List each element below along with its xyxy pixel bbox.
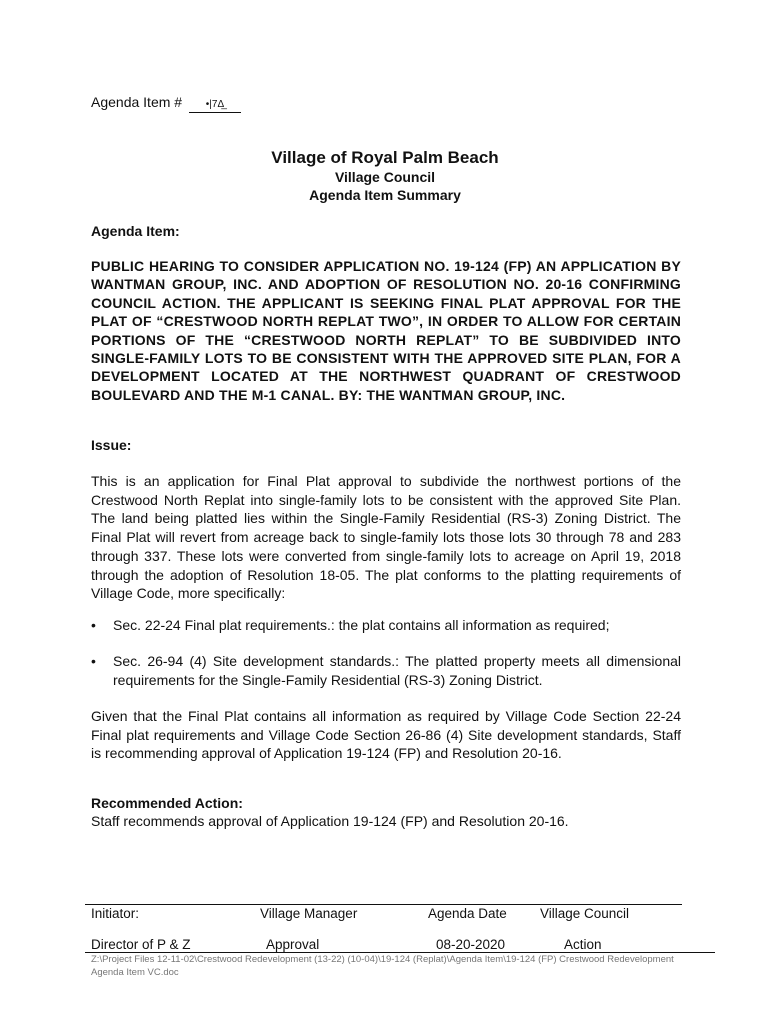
page-subtitle: Village Council <box>334 169 436 185</box>
signature-divider-top <box>85 904 682 905</box>
list-item-text: Sec. 22-24 Final plat requirements.: the plat contains all information as required; <box>113 617 610 633</box>
recommended-action-heading: Recommended Action: <box>91 795 243 811</box>
agenda-item-label: Agenda Item # <box>91 94 183 110</box>
issue-paragraph: This is an application for Final Plat approval to subdivide the northwest portions of the Crestwood North Replat into single-family lots to be consistent with the approved Site Plan. The land being platted lies within the Single-Family Residential (RS-3) Zoning District. The Final Plat will revert from acreage back to single-family lots those lots 30 through 78 and 283 through 337. These lots were converted from single-family lots to acreage on April 19, 2018 through the adoption of Resolution 18-05. The plat conforms to the platting requirements of Village Code, more specifically: <box>91 473 681 602</box>
page-title: Village of Royal Palm Beach <box>271 148 499 167</box>
initiator-label: Initiator: <box>91 906 140 921</box>
agenda-item-heading: Agenda Item: <box>91 223 180 239</box>
agenda-item-value: •|7Δ̲ <box>189 98 241 113</box>
page-subtitle-2: Agenda Item Summary <box>309 187 461 203</box>
given-paragraph: Given that the Final Plat contains all information as required by Village Code Section 22-24 Final plat requirements and Village Code Section 26-86 (4) Site development standards, Staff is recommending approval of Application 19-124 (FP) and Resolution 20-16. <box>91 708 681 762</box>
council-label: Village Council <box>540 906 630 921</box>
bullet-icon: • <box>91 617 96 633</box>
date-label: Agenda Date <box>428 906 507 921</box>
list-item <box>91 616 681 635</box>
issue-heading: Issue: <box>91 437 132 453</box>
file-path-footer: Z:\Project Files 12-11-02\Crestwood Redevelopment (13-22) (10-04)\19-124 (Replat)\Agenda Item\19-124 (FP) Crestwood Redevelopment Agenda Item VC.doc <box>91 954 674 978</box>
agenda-item-number <box>91 94 241 113</box>
bullet-icon: • <box>91 653 96 669</box>
date-value: 08-20-2020 <box>436 937 506 952</box>
signature-divider-bottom <box>85 952 715 953</box>
manager-label: Village Manager <box>260 906 358 921</box>
agenda-item-description: PUBLIC HEARING TO CONSIDER APPLICATION NO. 19-124 (FP) AN APPLICATION BY WANTMAN GROUP, INC. AND ADOPTION OF RESOLUTION NO. 20-16 CONFIRMING COUNCIL ACTION. THE APPLICANT IS SEEKING FINAL PLAT APPROVAL FOR THE PLAT OF “CRESTWOOD NORTH REPLAT TWO”, IN ORDER TO ALLOW FOR CERTAIN PORTIONS OF THE “CRESTWOOD NORTH REPLAT” TO BE SUBDIVIDED INTO SINGLE-FAMILY LOTS TO BE CONSISTENT WITH THE APPROVED SITE PLAN, FOR A DEVELOPMENT LOCATED AT THE NORTHWEST QUADRANT OF CRESTWOOD BOULEVARD AND THE M-1 CANAL. BY: THE WANTMAN GROUP, INC. <box>91 258 681 403</box>
initiator-value: Director of P & Z <box>91 937 191 952</box>
manager-value: Approval <box>266 937 320 952</box>
council-value: Action <box>564 937 602 952</box>
recommended-action-text: Staff recommends approval of Application 19-124 (FP) and Resolution 20-16. <box>91 813 569 829</box>
list-item <box>91 652 681 689</box>
list-item-text: Sec. 26-94 (4) Site development standards.: The platted property meets all dimensional requirements for the Single-Family Residential (RS-3) Zoning District. <box>113 653 681 688</box>
